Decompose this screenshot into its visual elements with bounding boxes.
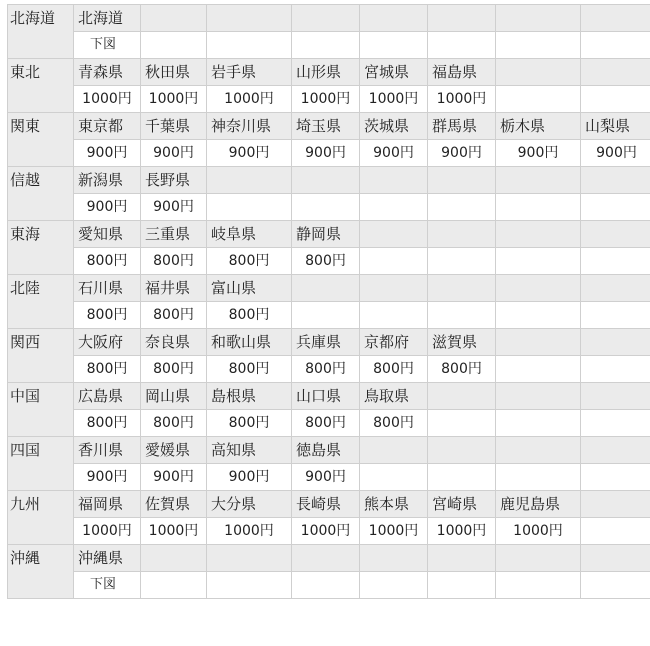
region-name: 北海道 <box>8 5 74 59</box>
empty-cell <box>292 32 360 59</box>
empty-cell <box>428 464 496 491</box>
empty-cell <box>581 248 650 275</box>
region-name: 東海 <box>8 221 74 275</box>
prefecture-cell: 茨城県 <box>360 113 428 140</box>
price-row <box>8 86 650 113</box>
empty-cell <box>292 275 360 302</box>
price-cell: 800円 <box>141 410 207 437</box>
empty-cell <box>428 545 496 572</box>
empty-cell <box>496 194 581 221</box>
prefecture-cell: 福島県 <box>428 59 496 86</box>
empty-cell <box>292 5 360 32</box>
price-row <box>8 572 650 599</box>
price-cell: 1000円 <box>207 518 292 545</box>
empty-cell <box>360 572 428 599</box>
empty-cell <box>496 302 581 329</box>
price-row <box>8 464 650 491</box>
empty-cell <box>581 572 650 599</box>
prefecture-row <box>8 59 650 86</box>
price-row <box>8 32 650 59</box>
price-cell: 800円 <box>360 410 428 437</box>
empty-cell <box>496 5 581 32</box>
empty-cell <box>496 572 581 599</box>
empty-cell <box>581 464 650 491</box>
prefecture-cell: 滋賀県 <box>428 329 496 356</box>
empty-cell <box>581 545 650 572</box>
prefecture-cell: 青森県 <box>74 59 141 86</box>
empty-cell <box>141 5 207 32</box>
empty-cell <box>360 464 428 491</box>
empty-cell <box>496 383 581 410</box>
price-cell: 800円 <box>292 248 360 275</box>
price-cell: 800円 <box>428 356 496 383</box>
price-cell: 1000円 <box>428 518 496 545</box>
price-cell: 1000円 <box>496 518 581 545</box>
empty-cell <box>207 167 292 194</box>
prefecture-row <box>8 113 650 140</box>
region-name: 信越 <box>8 167 74 221</box>
prefecture-cell: 岐阜県 <box>207 221 292 248</box>
empty-cell <box>360 167 428 194</box>
prefecture-cell: 熊本県 <box>360 491 428 518</box>
price-cell: 900円 <box>74 464 141 491</box>
price-cell: 1000円 <box>74 518 141 545</box>
prefecture-row <box>8 221 650 248</box>
empty-cell <box>496 221 581 248</box>
empty-cell <box>428 221 496 248</box>
prefecture-cell: 高知県 <box>207 437 292 464</box>
empty-cell <box>496 329 581 356</box>
empty-cell <box>360 194 428 221</box>
region-name: 四国 <box>8 437 74 491</box>
region-name: 関東 <box>8 113 74 167</box>
region-name: 九州 <box>8 491 74 545</box>
prefecture-cell: 佐賀県 <box>141 491 207 518</box>
empty-cell <box>496 545 581 572</box>
prefecture-row <box>8 167 650 194</box>
prefecture-cell: 岩手県 <box>207 59 292 86</box>
empty-cell <box>581 167 650 194</box>
empty-cell <box>496 59 581 86</box>
empty-cell <box>292 572 360 599</box>
price-cell: 1000円 <box>292 86 360 113</box>
price-cell: 800円 <box>292 356 360 383</box>
empty-cell <box>496 464 581 491</box>
empty-cell <box>360 221 428 248</box>
empty-cell <box>428 5 496 32</box>
empty-cell <box>360 248 428 275</box>
empty-cell <box>496 410 581 437</box>
empty-cell <box>292 302 360 329</box>
empty-cell <box>207 545 292 572</box>
prefecture-row <box>8 329 650 356</box>
empty-cell <box>496 275 581 302</box>
empty-cell <box>360 275 428 302</box>
price-cell: 900円 <box>428 140 496 167</box>
price-row <box>8 194 650 221</box>
prefecture-cell: 富山県 <box>207 275 292 302</box>
empty-cell <box>581 383 650 410</box>
prefecture-cell: 和歌山県 <box>207 329 292 356</box>
price-row <box>8 518 650 545</box>
table-body <box>8 5 650 599</box>
empty-cell <box>141 32 207 59</box>
prefecture-cell: 石川県 <box>74 275 141 302</box>
empty-cell <box>581 302 650 329</box>
region-name: 沖縄 <box>8 545 74 599</box>
price-cell: 900円 <box>74 194 141 221</box>
prefecture-cell: 宮崎県 <box>428 491 496 518</box>
empty-cell <box>428 194 496 221</box>
empty-cell <box>581 59 650 86</box>
empty-cell <box>428 572 496 599</box>
empty-cell <box>428 437 496 464</box>
empty-cell <box>292 194 360 221</box>
price-cell: 900円 <box>141 464 207 491</box>
empty-cell <box>207 572 292 599</box>
prefecture-cell: 栃木県 <box>496 113 581 140</box>
note-cell: 下図 <box>74 572 141 599</box>
price-cell: 900円 <box>581 140 650 167</box>
price-cell: 1000円 <box>428 86 496 113</box>
price-cell: 900円 <box>141 194 207 221</box>
empty-cell <box>496 437 581 464</box>
prefecture-cell: 宮城県 <box>360 59 428 86</box>
price-row <box>8 410 650 437</box>
prefecture-cell: 大阪府 <box>74 329 141 356</box>
empty-cell <box>360 437 428 464</box>
empty-cell <box>428 302 496 329</box>
price-cell: 1000円 <box>207 86 292 113</box>
prefecture-cell: 埼玉県 <box>292 113 360 140</box>
price-cell: 800円 <box>207 302 292 329</box>
empty-cell <box>581 437 650 464</box>
price-cell: 900円 <box>207 464 292 491</box>
prefecture-row <box>8 437 650 464</box>
prefecture-row <box>8 275 650 302</box>
prefecture-cell: 長野県 <box>141 167 207 194</box>
empty-cell <box>292 545 360 572</box>
empty-cell <box>207 32 292 59</box>
empty-cell <box>428 275 496 302</box>
prefecture-cell: 秋田県 <box>141 59 207 86</box>
price-cell: 800円 <box>141 302 207 329</box>
empty-cell <box>207 5 292 32</box>
price-row <box>8 140 650 167</box>
price-cell: 1000円 <box>360 518 428 545</box>
empty-cell <box>581 275 650 302</box>
prefecture-row <box>8 383 650 410</box>
note-cell: 下図 <box>74 32 141 59</box>
empty-cell <box>581 5 650 32</box>
region-name: 東北 <box>8 59 74 113</box>
price-cell: 1000円 <box>360 86 428 113</box>
prefecture-cell: 山梨県 <box>581 113 650 140</box>
price-cell: 1000円 <box>74 86 141 113</box>
price-cell: 900円 <box>292 464 360 491</box>
prefecture-row <box>8 545 650 572</box>
prefecture-cell: 北海道 <box>74 5 141 32</box>
empty-cell <box>428 383 496 410</box>
prefecture-cell: 香川県 <box>74 437 141 464</box>
price-cell: 800円 <box>141 248 207 275</box>
price-cell: 800円 <box>292 410 360 437</box>
empty-cell <box>581 518 650 545</box>
empty-cell <box>496 356 581 383</box>
price-cell: 900円 <box>74 140 141 167</box>
empty-cell <box>581 32 650 59</box>
price-cell: 1000円 <box>141 518 207 545</box>
price-cell: 800円 <box>360 356 428 383</box>
prefecture-cell: 大分県 <box>207 491 292 518</box>
prefecture-cell: 奈良県 <box>141 329 207 356</box>
prefecture-row <box>8 491 650 518</box>
region-name: 中国 <box>8 383 74 437</box>
prefecture-cell: 広島県 <box>74 383 141 410</box>
price-cell: 900円 <box>360 140 428 167</box>
prefecture-cell: 山口県 <box>292 383 360 410</box>
prefecture-cell: 鳥取県 <box>360 383 428 410</box>
price-row <box>8 356 650 383</box>
empty-cell <box>496 32 581 59</box>
prefecture-cell: 福井県 <box>141 275 207 302</box>
prefecture-cell: 愛媛県 <box>141 437 207 464</box>
price-cell: 1000円 <box>141 86 207 113</box>
price-cell: 900円 <box>207 140 292 167</box>
empty-cell <box>360 5 428 32</box>
price-cell: 900円 <box>496 140 581 167</box>
prefecture-cell: 岡山県 <box>141 383 207 410</box>
price-cell: 900円 <box>141 140 207 167</box>
prefecture-cell: 京都府 <box>360 329 428 356</box>
prefecture-cell: 島根県 <box>207 383 292 410</box>
empty-cell <box>428 410 496 437</box>
empty-cell <box>496 167 581 194</box>
prefecture-cell: 神奈川県 <box>207 113 292 140</box>
empty-cell <box>428 32 496 59</box>
shipping-rate-table <box>7 4 650 599</box>
empty-cell <box>207 194 292 221</box>
price-cell: 800円 <box>207 410 292 437</box>
price-cell: 800円 <box>74 302 141 329</box>
empty-cell <box>581 491 650 518</box>
empty-cell <box>360 302 428 329</box>
price-cell: 800円 <box>141 356 207 383</box>
prefecture-cell: 三重県 <box>141 221 207 248</box>
prefecture-cell: 長崎県 <box>292 491 360 518</box>
empty-cell <box>581 86 650 113</box>
prefecture-cell: 新潟県 <box>74 167 141 194</box>
empty-cell <box>581 329 650 356</box>
empty-cell <box>428 167 496 194</box>
price-cell: 1000円 <box>292 518 360 545</box>
price-cell: 800円 <box>207 356 292 383</box>
prefecture-cell: 千葉県 <box>141 113 207 140</box>
prefecture-cell: 東京都 <box>74 113 141 140</box>
empty-cell <box>141 572 207 599</box>
price-row <box>8 302 650 329</box>
empty-cell <box>496 248 581 275</box>
price-cell: 800円 <box>207 248 292 275</box>
price-cell: 800円 <box>74 410 141 437</box>
prefecture-row <box>8 5 650 32</box>
price-cell: 800円 <box>74 248 141 275</box>
empty-cell <box>581 356 650 383</box>
empty-cell <box>360 32 428 59</box>
empty-cell <box>581 194 650 221</box>
empty-cell <box>292 167 360 194</box>
prefecture-cell: 福岡県 <box>74 491 141 518</box>
empty-cell <box>360 545 428 572</box>
region-name: 関西 <box>8 329 74 383</box>
prefecture-cell: 徳島県 <box>292 437 360 464</box>
empty-cell <box>428 248 496 275</box>
prefecture-cell: 静岡県 <box>292 221 360 248</box>
prefecture-cell: 兵庫県 <box>292 329 360 356</box>
region-name: 北陸 <box>8 275 74 329</box>
empty-cell <box>581 221 650 248</box>
price-cell: 800円 <box>74 356 141 383</box>
price-row <box>8 248 650 275</box>
price-cell: 900円 <box>292 140 360 167</box>
prefecture-cell: 山形県 <box>292 59 360 86</box>
prefecture-cell: 愛知県 <box>74 221 141 248</box>
empty-cell <box>141 545 207 572</box>
prefecture-cell: 鹿児島県 <box>496 491 581 518</box>
empty-cell <box>496 86 581 113</box>
empty-cell <box>581 410 650 437</box>
prefecture-cell: 沖縄県 <box>74 545 141 572</box>
prefecture-cell: 群馬県 <box>428 113 496 140</box>
